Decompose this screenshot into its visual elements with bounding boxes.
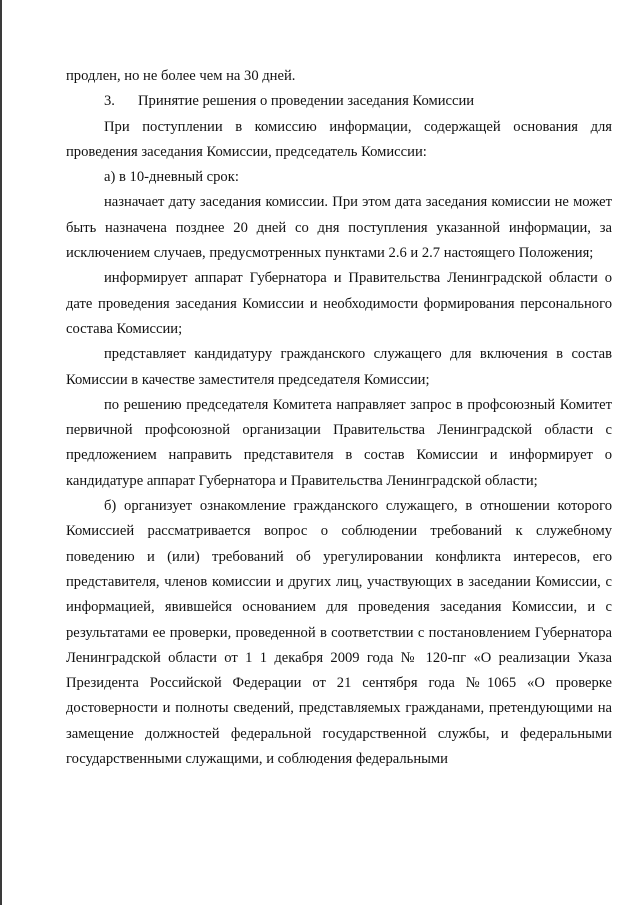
paragraph-continuation: продлен, но не более чем на 30 дней. bbox=[66, 68, 296, 84]
document-body bbox=[66, 64, 612, 772]
section-title: Принятие решения о проведении заседания Комиссии bbox=[138, 93, 475, 110]
paragraph-date: назначает дату заседания комиссии. При этом дата заседания комиссии не может быть назначена позднее 20 дней со дня поступления указанной информации, за исключением случаев, предусмотренных пунктами 2.6 и 2.7 настоящего Положения; bbox=[66, 194, 612, 262]
section-number: 3. bbox=[104, 93, 115, 110]
paragraph-item-b: б) организует ознакомление гражданского служащего, в отношении которого Комиссией рассматривается вопрос о соблюдении требований к служебному поведению и (или) требований об урегулировании конфликта интересов, его представителя, членов комиссии и других лиц, участвующих в заседании Комиссии, с информацией, явившейся основанием для проведения заседания Комиссии, и с результатами ее проверки, проведенной в соответствии с постановлением Губернатора Ленинградской области от 1 1 декабря 2009 года № 120-пг «О реализации Указа Президента Российской Федерации от 21 сентября года №1065 «О проверке достоверности и полноты сведений, представляемых гражданами, претендующими на замещение должностей федеральной государственной службы, и федеральными государственными служащими, и соблюдения федеральными bbox=[66, 498, 612, 768]
page-left-edge bbox=[0, 0, 2, 905]
paragraph-intro: При поступлении в комиссию информации, содержащей основания для проведения заседания Комиссии, председатель Комиссии: bbox=[66, 118, 612, 160]
paragraph-candidate: представляет кандидатуру гражданского служащего для включения в состав Комиссии в качестве заместителя председателя Комиссии; bbox=[66, 346, 612, 388]
paragraph-union-request: по решению председателя Комитета направляет запрос в профсоюзный Комитет первичной профсоюзной организации Правительства Ленинградской области с предложением направить представителя в состав Комиссии и информирует о кандидатуре аппарат Губернатора и Правительства Ленинградской области; bbox=[66, 396, 612, 489]
section-heading bbox=[66, 89, 612, 114]
paragraph-inform-apparatus: информирует аппарат Губернатора и Правительства Ленинградской области о дате проведения заседания Комиссии и необходимости формирования персонального состава Комиссии; bbox=[66, 270, 612, 337]
paragraph-item-a: а) в 10-дневный срок: bbox=[104, 169, 239, 186]
